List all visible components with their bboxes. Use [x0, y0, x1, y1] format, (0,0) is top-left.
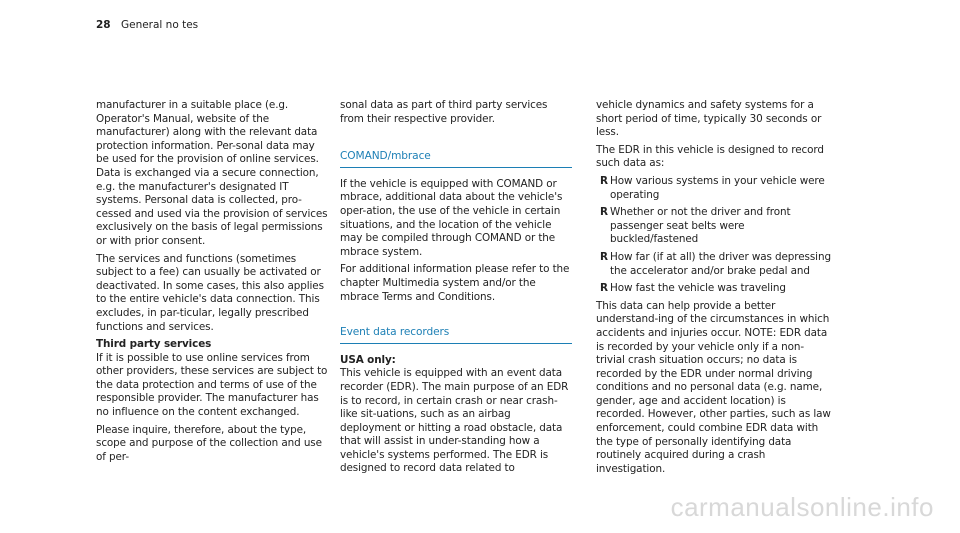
bullet-icon: R [600, 206, 608, 219]
bullet-icon: R [600, 250, 608, 263]
subheading-third-party: Third party services [96, 338, 212, 351]
list-item: R How various systems in your vehicle were operating [600, 174, 825, 201]
bullet-icon: R [600, 282, 608, 295]
column-1 [96, 99, 328, 468]
paragraph: The EDR in this vehicle is designed to record such data as: [596, 143, 824, 170]
page-header [96, 19, 198, 31]
list-item: R How far (if at all) the driver was depressing the accelerator and/or brake pedal and [600, 250, 831, 277]
paragraph: This data can help provide a better understand-ing of the circumstances in which accidents and injuries occur. NOTE: EDR data is recorded by your vehicle only if a non-trivial crash situation occurs; no data is recorded by the EDR under normal driving conditions and no personal data (e.g. name, gender, age and accident location) is recorded. However, other parties, such as law enforcement, could combine EDR data with the type of personally identifying data routinely acquired during a crash investigation. [596, 299, 831, 475]
list-item: R Whether or not the driver and front passenger seat belts were buckled/fastened [600, 206, 791, 246]
paragraph: sonal data as part of third party services from their respective provider. [340, 99, 548, 125]
column-3 [596, 99, 832, 480]
subheading-usa-only: USA only: [340, 353, 396, 366]
paragraph: If the vehicle is equipped with COMAND or mbrace, additional data about the vehicle's oper-ation, the use of the vehicle in certain situations, and the location of the vehicle may be compiled through COMAND or the mbrace system. [340, 177, 563, 258]
bullet-icon: R [600, 174, 608, 187]
watermark: carmanualsonline.info [670, 492, 934, 522]
paragraph: For additional information please refer to the chapter Multimedia system and/or the mbrace Terms and Conditions. [340, 263, 570, 303]
paragraph: manufacturer in a suitable place (e.g. Operator's Manual, website of the manufacturer) along with the relevant data protection information. Per-sonal data may be used for the provision of online services. Data is exchanged via a secure connection, e.g. the manufacturer's designated IT systems. Personal data is collected, pro-cessed and used via the provision of services exclusively on the basis of legal permissions or with prior consent. [96, 99, 328, 247]
paragraph: Please inquire, therefore, about the type, scope and purpose of the collection and use of per- [96, 423, 322, 463]
paragraph: vehicle dynamics and safety systems for a short period of time, typically 30 seconds or less. [596, 99, 822, 139]
column-2 [340, 99, 572, 480]
section-title: General no tes [120, 19, 199, 31]
page-number: 28 [96, 19, 111, 31]
list-item: R How fast the vehicle was traveling [600, 282, 786, 295]
paragraph: If it is possible to use online services from other providers, these services are subject to the data protection and terms of use of the responsible provider. The manufacturer has no influence on the content exchanged. [96, 351, 328, 419]
heading-comand-mbrace: COMAND/mbrace [340, 150, 572, 168]
paragraph: The services and functions (sometimes subject to a fee) can usually be activated or deactivated. In some cases, this also applies to the entire vehicle's data connection. This excludes, in par-ticular, legally prescribed functions and services. [96, 252, 324, 333]
heading-event-data-recorders: Event data recorders [340, 326, 572, 344]
paragraph: This vehicle is equipped with an event data recorder (EDR). The main purpose of an EDR is to record, in certain crash or near crash-like sit-uations, such as an airbag deployment or hitting a road obstacle, data that will assist in under-standing how a vehicle's systems performed. The EDR is designed to record data related to [340, 367, 569, 475]
bullet-list [596, 175, 832, 296]
